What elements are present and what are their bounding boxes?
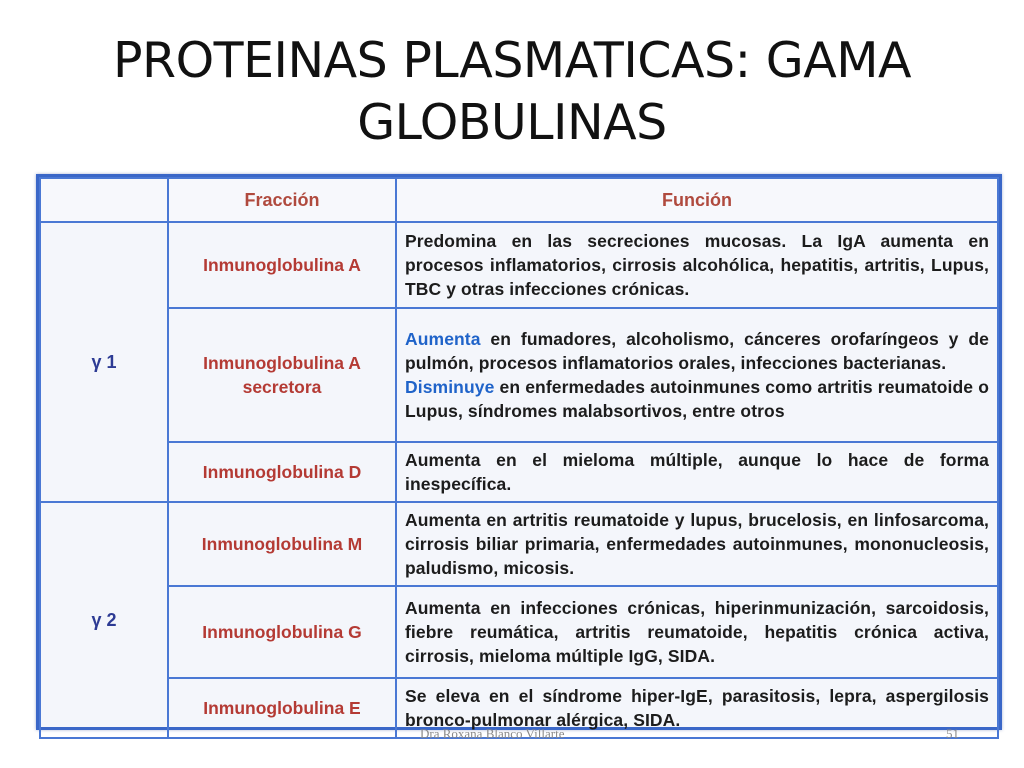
fraction-cell: Inmunoglobulina E: [168, 678, 396, 738]
decrease-text: en enfermedades autoinmunes como artritis reumatoide o Lupus, síndromes malabsortivos, entre otros: [405, 377, 989, 421]
table-row: [40, 442, 998, 502]
slide-title: PROTEINAS PLASMATICAS: GAMA GLOBULINAS: [112, 32, 912, 151]
fraction-cell: Inmunoglobulina D: [168, 442, 396, 502]
function-cell: Aumenta en el mieloma múltiple, aunque lo hace de forma inespecífica.: [396, 442, 998, 502]
table: [39, 177, 999, 739]
table-row: [40, 308, 998, 442]
header-fraction: Fracción: [168, 178, 396, 222]
function-cell: Aumenta en infecciones crónicas, hiperinmunización, sarcoidosis, fiebre reumática, artritis reumatoide, hepatitis crónica activa, cirrosis, mieloma múltiple IgG, SIDA.: [396, 586, 998, 678]
table-row: [40, 586, 998, 678]
table-row: [40, 502, 998, 586]
group-gamma-2: γ 2: [40, 502, 168, 738]
header-function: Función: [396, 178, 998, 222]
function-cell: Predomina en las secreciones mucosas. La IgA aumenta en procesos inflamatorios, cirrosis alcohólica, hepatitis, artritis, Lupus, TBC y otras infecciones crónicas.: [396, 222, 998, 308]
function-cell: Se eleva en el síndrome hiper-IgE, parasitosis, lepra, aspergilosis bronco-pulmonar alérgica, SIDA.: [396, 678, 998, 738]
table-row: [40, 222, 998, 308]
increase-label: Aumenta: [405, 329, 481, 349]
footer-author: Dra Roxana Blanco Villarte: [420, 726, 565, 741]
decrease-label: Disminuye: [405, 377, 495, 397]
group-gamma-1: γ 1: [40, 222, 168, 502]
fraction-cell: Inmunoglobulina A secretora: [168, 308, 396, 442]
page-number: 51: [946, 726, 959, 741]
function-cell: [396, 308, 998, 442]
fraction-cell: Inmunoglobulina G: [168, 586, 396, 678]
increase-text: en fumadores, alcoholismo, cánceres orofaríngeos y de pulmón, procesos inflamatorios orales, infecciones bacterianas.: [405, 329, 989, 373]
header-empty-cell: [40, 178, 168, 222]
table-header-row: [40, 178, 998, 222]
immunoglobulin-table: [36, 174, 1002, 730]
fraction-cell: Inmunoglobulina A: [168, 222, 396, 308]
fraction-cell: Inmunoglobulina M: [168, 502, 396, 586]
function-cell: Aumenta en artritis reumatoide y lupus, brucelosis, en linfosarcoma, cirrosis biliar primaria, enfermedades autoinmunes, mononucleosis, paludismo, micosis.: [396, 502, 998, 586]
